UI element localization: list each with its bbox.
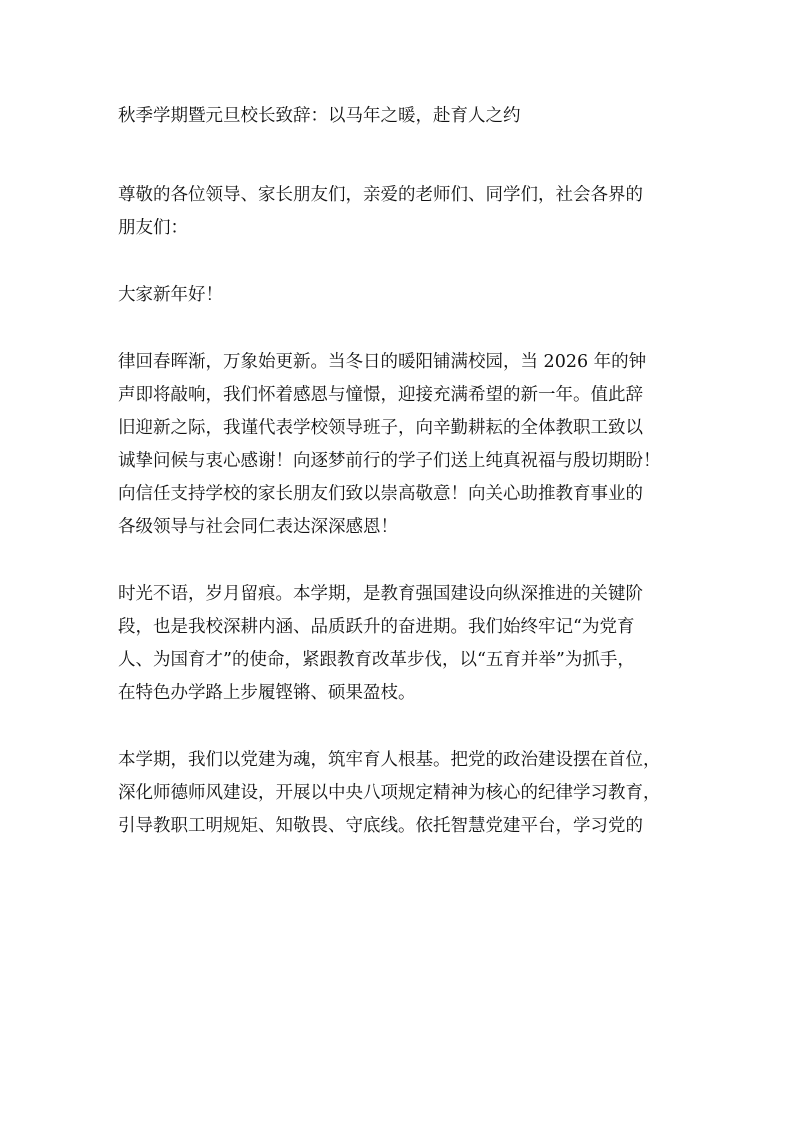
paragraph-line: 时光不语，岁月留痕。本学期，是教育强国建设向纵深推进的关键阶 <box>118 584 643 604</box>
paragraph-line: 声即将敲响，我们怀着感恩与憧憬，迎接充满希望的新一年。值此辞 <box>118 385 643 405</box>
paragraph-line: 人、为国育才”的使命，紧跟教育改革步伐，以“五育并举”为抓手， <box>118 650 635 670</box>
title-text: 秋季学期暨元旦校长致辞：以马年之暖，赴育人之约 <box>118 106 521 126</box>
paragraph-line: 向信任支持学校的家长朋友们致以崇高敬意！向关心助推教育事业的 <box>118 484 643 504</box>
paragraph-line: 各级领导与社会同仁表达深深感恩！ <box>118 517 398 537</box>
greeting-text: 大家新年好！ <box>118 285 223 305</box>
salutation <box>118 179 684 245</box>
greeting <box>118 279 684 312</box>
paragraph-line: 深化师德师风建设，开展以中央八项规定精神为核心的纪律学习教育， <box>118 783 661 803</box>
paragraph-line: 引导教职工明规矩、知敬畏、守底线。依托智慧党建平台，学习党的 <box>118 816 643 836</box>
salutation-line: 朋友们： <box>118 218 188 238</box>
paragraph-line: 段，也是我校深耕内涵、品质跃升的奋进期。我们始终牢记“为党育 <box>118 617 635 637</box>
paragraph-line: 在特色办学路上步履铿锵、硕果盈枝。 <box>118 683 416 703</box>
paragraph-line: 律回春晖渐，万象始更新。当冬日的暖阳铺满校园，当 2026 年的钟 <box>118 352 647 372</box>
paragraph-3 <box>118 744 684 843</box>
document-page <box>118 100 684 877</box>
document-title <box>118 100 684 133</box>
paragraph-1 <box>118 346 684 544</box>
paragraph-line: 旧迎新之际，我谨代表学校领导班子，向辛勤耕耘的全体教职工致以 <box>118 418 643 438</box>
paragraph-2 <box>118 578 684 710</box>
paragraph-line: 本学期，我们以党建为魂，筑牢育人根基。把党的政治建设摆在首位， <box>118 750 661 770</box>
salutation-line: 尊敬的各位领导、家长朋友们，亲爱的老师们、同学们，社会各界的 <box>118 185 643 205</box>
paragraph-line: 诚挚问候与衷心感谢！向逐梦前行的学子们送上纯真祝福与殷切期盼！ <box>118 451 661 471</box>
